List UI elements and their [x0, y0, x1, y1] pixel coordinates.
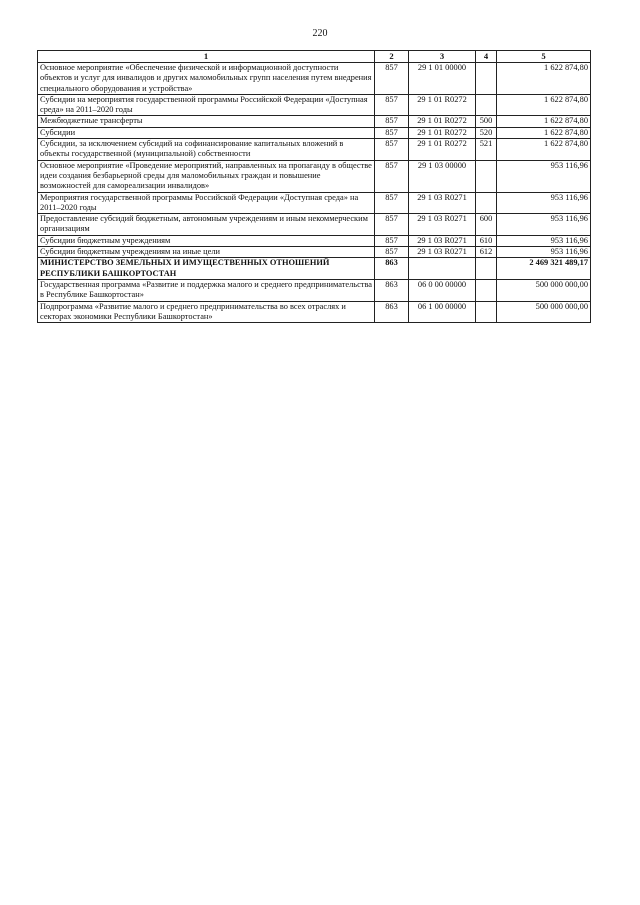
row-ved: 857 [375, 63, 409, 95]
table-row [38, 192, 591, 214]
row-csr: 29 1 03 R0271 [409, 247, 476, 258]
row-vr: 521 [476, 139, 497, 161]
row-ved: 857 [375, 214, 409, 236]
row-ved: 857 [375, 116, 409, 127]
row-csr: 29 1 03 00000 [409, 160, 476, 192]
row-amount: 953 116,96 [497, 160, 591, 192]
row-amount: 1 622 874,80 [497, 116, 591, 127]
row-ved: 857 [375, 127, 409, 138]
header-col-3: 3 [409, 51, 476, 63]
row-csr: 06 1 00 00000 [409, 301, 476, 323]
row-vr: 610 [476, 235, 497, 246]
row-vr [476, 258, 497, 280]
row-ved: 857 [375, 235, 409, 246]
row-name: Субсидии бюджетным учреждениям на иные цели [38, 247, 375, 258]
row-csr: 29 1 01 R0272 [409, 139, 476, 161]
table-row [38, 160, 591, 192]
row-ved: 857 [375, 160, 409, 192]
row-amount: 1 622 874,80 [497, 127, 591, 138]
row-name: Предоставление субсидий бюджетным, автономным учреждениям и иным некоммерческим организациям [38, 214, 375, 236]
budget-table [37, 50, 591, 323]
row-amount: 1 622 874,80 [497, 139, 591, 161]
row-csr: 29 1 03 R0271 [409, 192, 476, 214]
row-name: Межбюджетные трансферты [38, 116, 375, 127]
page-number: 220 [312, 28, 328, 39]
table-row [38, 258, 591, 280]
row-vr [476, 63, 497, 95]
row-name: Основное мероприятие «Проведение мероприятий, направленных на пропаганду в обществе идеи создания безбарьерной среды для маломобильных граждан и повышение возможностей для самореализации инвалидов» [38, 160, 375, 192]
table-row [38, 235, 591, 246]
row-csr: 29 1 01 R0272 [409, 127, 476, 138]
row-vr: 520 [476, 127, 497, 138]
row-name: Субсидии на мероприятия государственной программы Российской Федерации «Доступная среда» на 2011–2020 годы [38, 94, 375, 116]
header-col-2: 2 [375, 51, 409, 63]
row-vr [476, 192, 497, 214]
table-row [38, 214, 591, 236]
row-vr: 612 [476, 247, 497, 258]
row-amount: 1 622 874,80 [497, 94, 591, 116]
row-csr: 29 1 01 00000 [409, 63, 476, 95]
table-row [38, 63, 591, 95]
row-ved: 863 [375, 258, 409, 280]
row-amount: 953 116,96 [497, 235, 591, 246]
row-csr: 29 1 01 R0272 [409, 116, 476, 127]
row-csr: 29 1 03 R0271 [409, 235, 476, 246]
header-col-4: 4 [476, 51, 497, 63]
row-csr: 29 1 03 R0271 [409, 214, 476, 236]
row-ved: 863 [375, 301, 409, 323]
table-row [38, 139, 591, 161]
row-ved: 857 [375, 192, 409, 214]
row-amount: 953 116,96 [497, 192, 591, 214]
table-header-row [38, 51, 591, 63]
row-vr [476, 94, 497, 116]
row-name: МИНИСТЕРСТВО ЗЕМЕЛЬНЫХ И ИМУЩЕСТВЕННЫХ ОТНОШЕНИЙ РЕСПУБЛИКИ БАШКОРТОСТАН [38, 258, 375, 280]
table-row [38, 127, 591, 138]
header-col-5: 5 [497, 51, 591, 63]
table-row [38, 247, 591, 258]
row-vr: 600 [476, 214, 497, 236]
row-name: Субсидии [38, 127, 375, 138]
row-name: Мероприятия государственной программы Российской Федерации «Доступная среда» на 2011–2020 годы [38, 192, 375, 214]
row-amount: 953 116,96 [497, 214, 591, 236]
row-amount: 500 000 000,00 [497, 301, 591, 323]
row-name: Подпрограмма «Развитие малого и среднего предпринимательства во всех отраслях и секторах экономики Республики Башкортостан» [38, 301, 375, 323]
row-name: Субсидии, за исключением субсидий на софинансирование капитальных вложений в объекты государственной (муниципальной) собственности [38, 139, 375, 161]
row-ved: 857 [375, 139, 409, 161]
table-row [38, 301, 591, 323]
header-col-1: 1 [38, 51, 375, 63]
row-ved: 863 [375, 279, 409, 301]
row-csr: 06 0 00 00000 [409, 279, 476, 301]
table-row [38, 116, 591, 127]
row-vr [476, 160, 497, 192]
row-amount: 500 000 000,00 [497, 279, 591, 301]
row-name: Основное мероприятие «Обеспечение физической и информационной доступности объектов и услуг для инвалидов и других маломобильных групп населения путем внедрения специального оборудования и устройства» [38, 63, 375, 95]
row-vr [476, 301, 497, 323]
row-csr [409, 258, 476, 280]
table-row [38, 94, 591, 116]
row-name: Государственная программа «Развитие и поддержка малого и среднего предпринимательства в Республике Башкортостан» [38, 279, 375, 301]
row-vr: 500 [476, 116, 497, 127]
row-amount: 1 622 874,80 [497, 63, 591, 95]
row-ved: 857 [375, 247, 409, 258]
row-csr: 29 1 01 R0272 [409, 94, 476, 116]
table-row [38, 279, 591, 301]
row-vr [476, 279, 497, 301]
row-ved: 857 [375, 94, 409, 116]
row-amount: 953 116,96 [497, 247, 591, 258]
row-amount: 2 469 321 489,17 [497, 258, 591, 280]
row-name: Субсидии бюджетным учреждениям [38, 235, 375, 246]
